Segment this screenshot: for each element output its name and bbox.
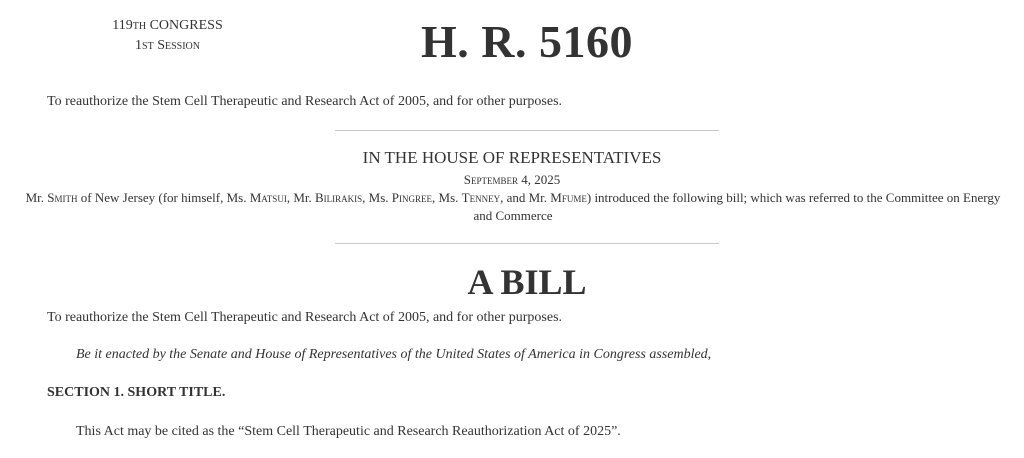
congress-label: CONGRESS [149,18,223,33]
cosponsor-separator: , and Mr. [500,190,551,205]
enacting-clause: Be it enacted by the Senate and House of Representatives of the United States of America in Congress assembled, [76,347,712,362]
cosponsor-name: Bilirakis [314,190,363,205]
section-1-header: SECTION 1. SHORT TITLE. [47,385,226,400]
congress-number: 119 [112,18,133,33]
referral-text: ) introduced the following bill; which was referred to the Committee on Energy and Commerce [473,190,1001,223]
official-title: To reauthorize the Stem Cell Therapeutic and Research Act of 2005, and for other purposes. [47,310,563,325]
session-number: 1 [135,38,143,53]
divider-top [335,130,719,131]
session-ordinal: st [142,38,154,53]
section-1-text: This Act may be cited as the “Stem Cell Therapeutic and Research Reauthorization Act of 2025”. [76,424,621,439]
bill-number: H. R. 5160 [421,16,633,67]
congress-line [95,16,240,36]
sponsor-statement [18,189,1008,225]
sponsor-state: of New Jersey (for himself, Ms. [77,190,250,205]
cosponsor-separator: , Mr. [286,190,315,205]
sponsor-prefix: Mr. [25,190,48,205]
chamber-heading: IN THE HOUSE OF REPRESENTATIVES [362,148,662,167]
bill-heading: A BILL [467,262,587,302]
session-label: Session [157,38,200,53]
cosponsor-name: Tenney [461,190,501,205]
official-title-summary: To reauthorize the Stem Cell Therapeutic and Research Act of 2005, and for other purposes. [47,94,563,109]
action-date: September 4, 2025 [463,172,561,187]
cosponsor-name: Mfume [550,190,587,205]
congress-ordinal: th [132,18,147,33]
congress-session-block [95,16,240,56]
sponsor-name: Smith [47,190,78,205]
session-line [95,36,240,56]
divider-bottom [335,243,719,244]
cosponsor-separator: , Ms. [362,190,392,205]
cosponsor-name: Matsui [249,190,287,205]
cosponsor-separator: , Ms. [432,190,462,205]
cosponsor-name: Pingree [391,190,433,205]
